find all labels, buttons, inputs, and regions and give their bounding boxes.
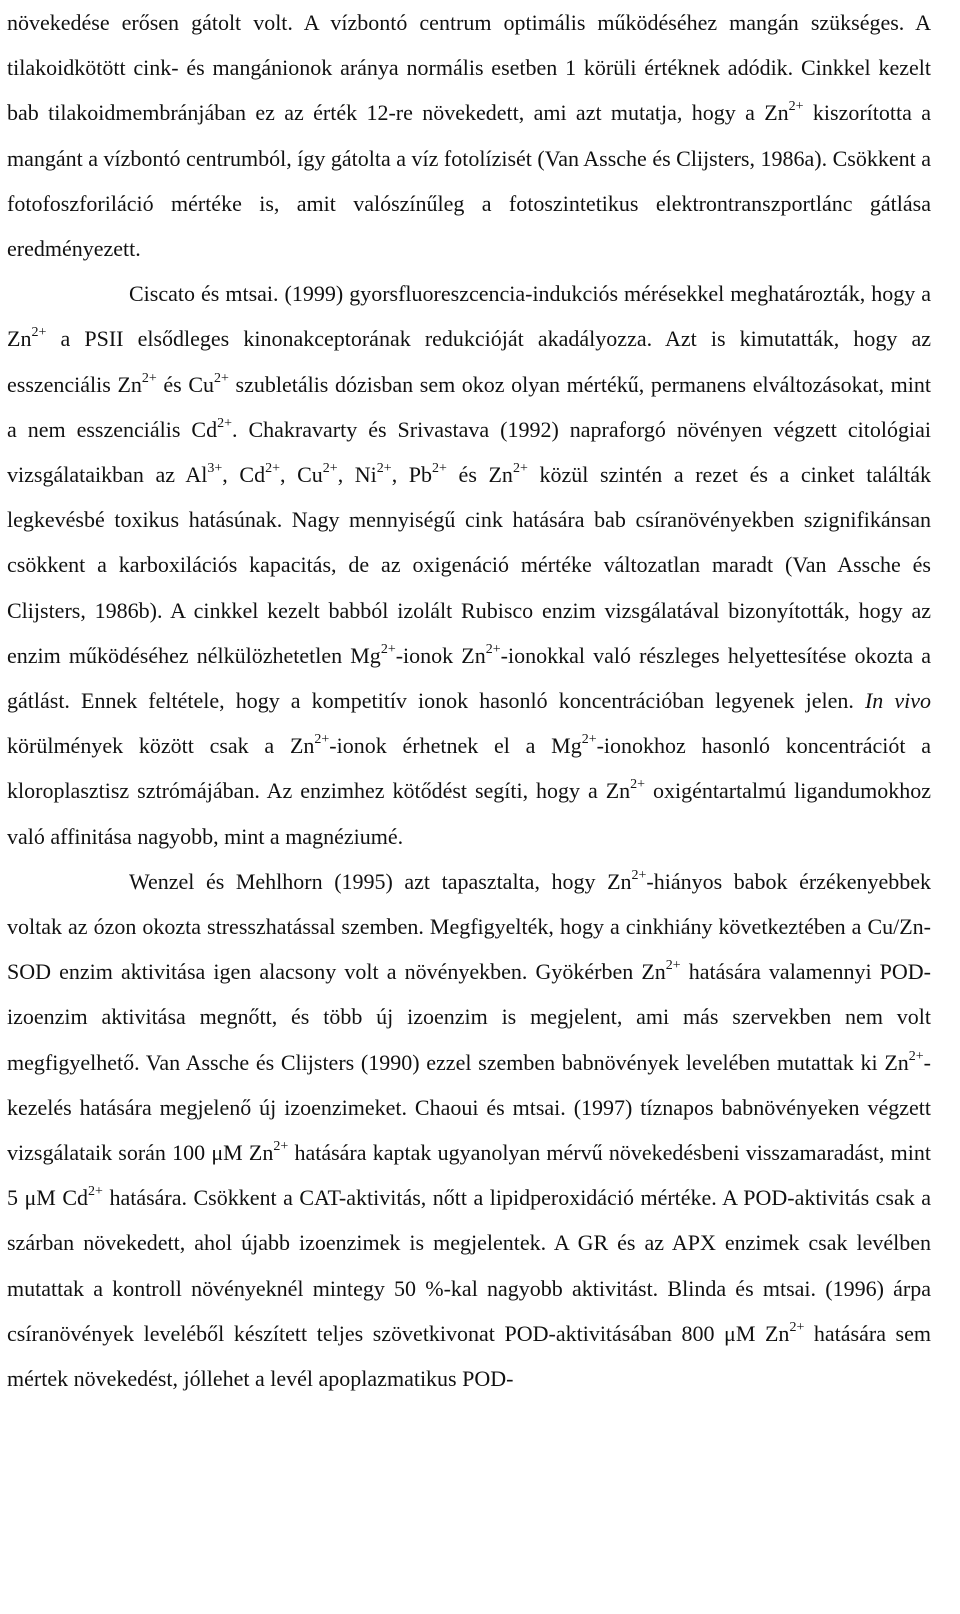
paragraph [7,271,931,859]
superscript-charge: 2+ [630,777,646,793]
text-run: és Cu [156,371,214,397]
superscript-charge: 2+ [31,325,47,341]
text-run: -ionok Zn [395,642,486,668]
text-run: -kezelés hatására megjelenő új izoenzimeket. Chaoui és mtsai. (1997) tíznapos babnövényeken végzett vizsgálataik során 100 μM Zn [7,1049,931,1166]
text-run: hatására kaptak ugyanolyan mérvű növekedésbeni visszamaradást, mint 5 μM Cd [7,1140,931,1211]
text-run: szubletális dózisban sem okoz olyan mértékű, permanens elváltozásokat, mint a nem esszenciális Cd [7,371,931,442]
superscript-charge: 2+ [789,1319,805,1335]
text-run: hatására. Csökkent a CAT-aktivitás, nőtt a lipidperoxidáció mértéke. A POD-aktivitás csak a szárban növekedett, ahol újabb izoenzimek is megjelentek. A GR és az APX enzimek csak levélben mutattak a kontroll növényeknél mintegy 50 %-kal nagyobb aktivitást. Blinda és mtsai. (1996) árpa csíranövények leveléből készített teljes szövetkivonat POD-aktivitásában 800 μM Zn [7,1185,931,1346]
superscript-charge: 2+ [376,461,392,477]
superscript-charge: 2+ [217,415,233,431]
superscript-charge: 2+ [380,641,396,657]
paragraph [7,859,931,1401]
text-run: , Pb [391,462,433,488]
superscript-charge: 2+ [265,461,280,477]
superscript-charge: 2+ [88,1184,103,1200]
text-run: -ionokkal való részleges helyettesítése okozta a gátlást. Ennek feltétele, hogy a kompetitív ionok hasonló koncentrációban legyenek jelen. [7,642,931,714]
text-run: . Chakravarty és Srivastava (1992) napraforgó növényen végzett citológiai vizsgálataikban az Al [7,416,931,488]
text-run: a PSII elsődleges kinonakceptorának redukcióját akadályozza. Azt is kimutatták, hogy az esszenciális Zn [7,326,931,397]
superscript-charge: 2+ [214,370,229,386]
superscript-charge: 2+ [141,370,157,386]
text-run: Ciscato és mtsai. (1999) gyorsfluoreszcencia-indukciós mérésekkel meghatározták, hogy a Zn [7,281,931,352]
text-run: Wenzel és Mehlhorn (1995) azt tapasztalta, hogy Zn [129,868,632,894]
superscript-charge: 3+ [207,461,223,477]
superscript-charge: 2+ [631,867,647,883]
superscript-charge: 2+ [512,461,528,477]
text-run: növekedése erősen gátolt volt. A vízbontó centrum optimális működéséhez mangán szükséges. A tilakoidkötött cink- és mangánionok aránya normális esetben 1 körüli értéknek adódik. Cinkkel kezelt bab tilakoidmembránjában ez az érték 12-re növekedett, ami azt mutatja, hogy a Zn [7,10,931,126]
superscript-charge: 2+ [665,958,681,974]
superscript-charge: 2+ [432,461,447,477]
paragraph [7,0,931,271]
text-run: , Cu [279,462,323,488]
text-run: körülmények között csak a Zn [7,733,315,759]
text-run: és Zn [446,462,513,488]
superscript-charge: 2+ [322,461,338,477]
text-run: -ionok érhetnek el a Mg [329,733,582,759]
text-run: , Ni [337,462,377,488]
text-run: -hiányos babok érzékenyebbek voltak az ózon okozta stresszhatással szemben. Megfigyelték, hogy a cinkhiány következtében a Cu/Zn-SOD enzim aktivitása igen alacsony volt a növényekben. Gyökérben Zn [7,868,931,985]
superscript-charge: 2+ [485,641,501,657]
superscript-charge: 2+ [314,732,330,748]
text-run: , Cd [222,462,266,488]
text-run: hatására sem mértek növekedést, jóllehet a levél apoplazmatikus POD- [7,1320,931,1392]
text-run: oxigéntartalmú ligandumokhoz való affinitása nagyobb, mint a magnéziumé. [7,778,931,849]
body-text [7,0,931,1401]
text-run: -ionokhoz hasonló koncentrációt a kloroplasztisz sztrómájában. Az enzimhez kötődést segíti, hogy a Zn [7,733,932,804]
superscript-charge: 2+ [273,1139,289,1155]
italic-text: In vivo [864,688,932,714]
superscript-charge: 2+ [908,1048,924,1064]
superscript-charge: 2+ [788,99,804,115]
superscript-charge: 2+ [581,732,597,748]
text-run: kiszorította a mangánt a vízbontó centrumból, így gátolta a víz fotolízisét (Van Assche és Clijsters, 1986a). Csökkent a fotofoszforiláció mértéke is, amit valószínűleg a fotoszintetikus elektrontranszportlánc gátlása eredményezett. [7,100,931,262]
text-run: hatására valamennyi POD-izoenzim aktivitása megnőtt, és több új izoenzim is megjelent, ami más szervekben nem volt megfigyelhető. Van Assche és Clijsters (1990) ezzel szemben babnövények levelében mutattak ki Zn [7,959,931,1075]
text-run: közül szintén a rezet és a cinket találták legkevésbé toxikus hatásúnak. Nagy mennyiségű cink hatására bab csíranövényekben szignifikánsan csökkent a karboxilációs kapacitás, de az oxigenáció mértéke változatlan maradt (Van Assche és Clijsters, 1986b). A cinkkel kezelt babból izolált Rubisco enzim vizsgálatával bizonyították, hogy az enzim működéséhez nélkülözhetetlen Mg [7,462,931,668]
